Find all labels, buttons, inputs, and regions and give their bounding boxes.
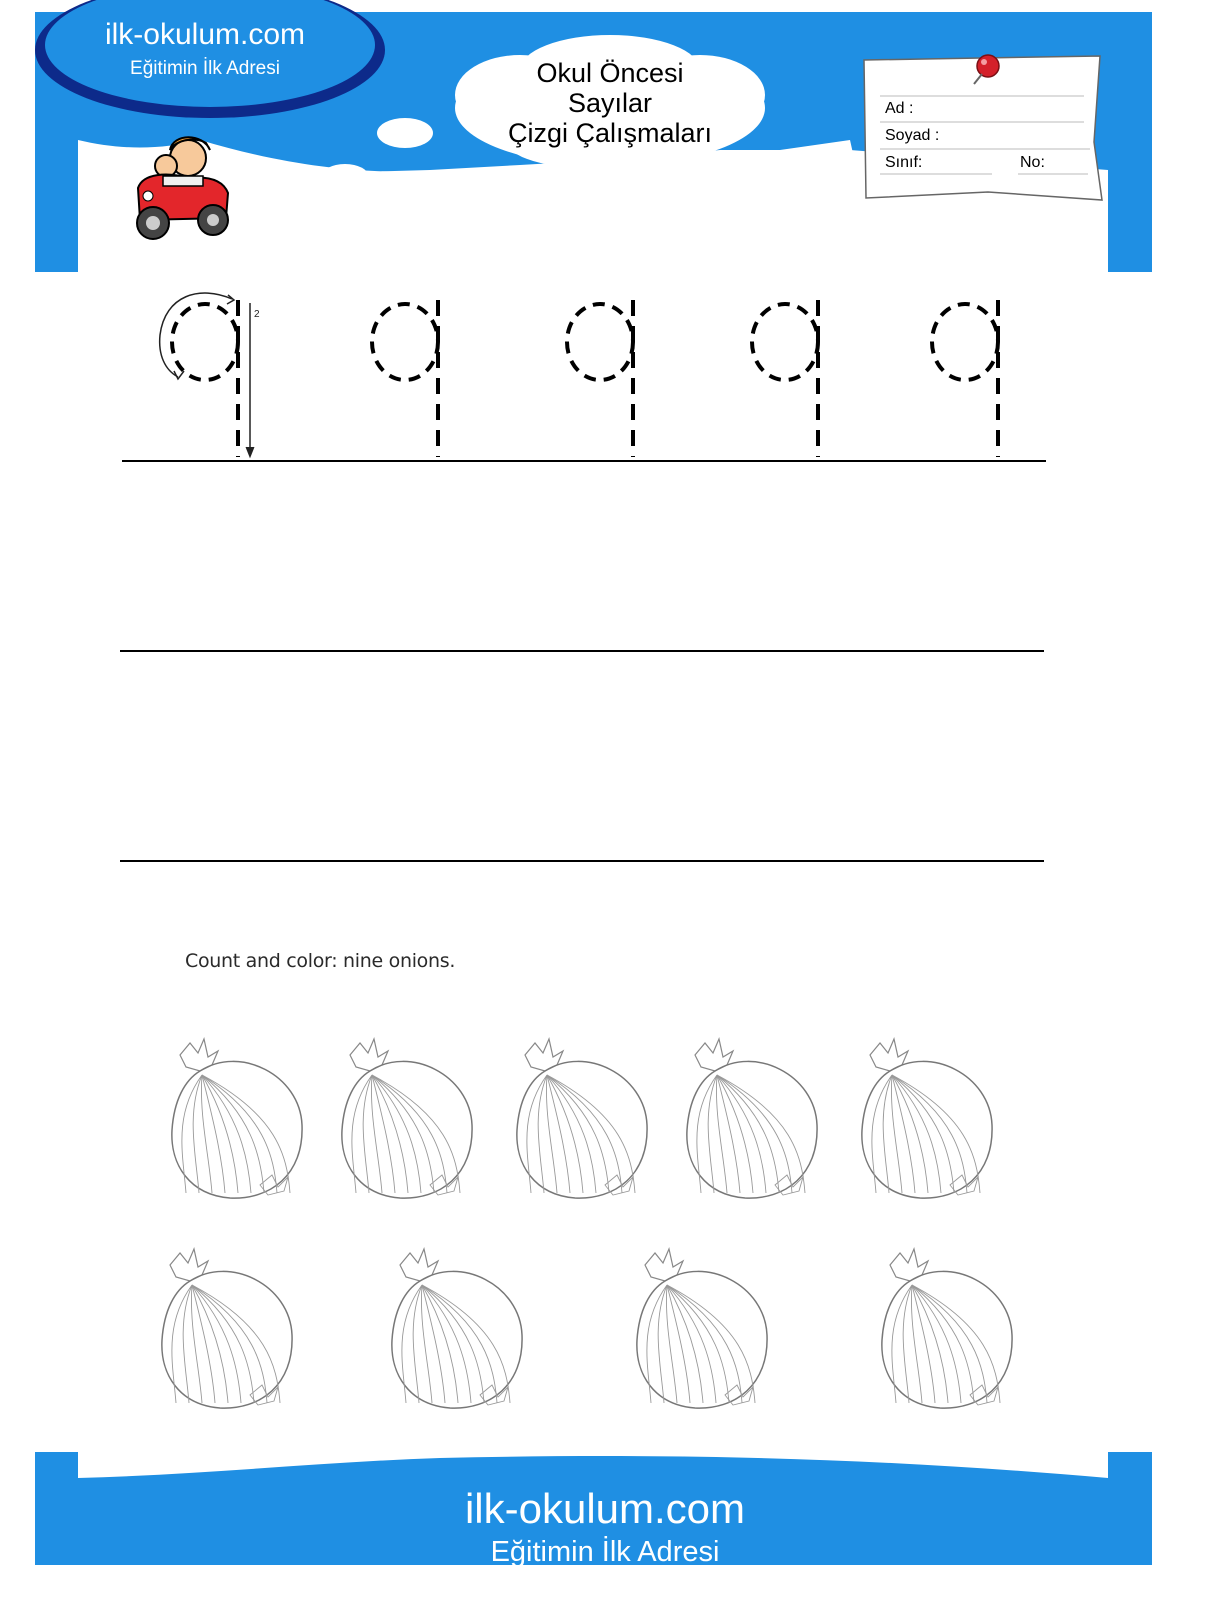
onion-icon — [150, 1245, 300, 1420]
tracing-glyph-nine — [932, 300, 998, 457]
site-tagline: Eğitimin İlk Adresi — [130, 58, 280, 79]
writing-line-2 — [120, 860, 1044, 862]
site-name: ilk-okulum.com — [104, 18, 306, 51]
onion-icon — [625, 1245, 775, 1420]
onion-icon — [850, 1035, 1000, 1210]
onion-icon — [380, 1245, 530, 1420]
surname-label: Soyad : — [885, 127, 940, 144]
number-label: No: — [1020, 154, 1045, 171]
class-label: Sınıf: — [885, 154, 923, 171]
onion-icon — [505, 1035, 655, 1210]
stroke-guide-label: 2 — [254, 309, 260, 320]
push-pin-icon — [968, 52, 1004, 88]
stroke-direction-arrow — [160, 293, 232, 377]
writing-line-1 — [120, 650, 1044, 652]
onion-icon — [870, 1245, 1020, 1420]
onion-icon — [160, 1035, 310, 1210]
title-line1: Okul Öncesi — [536, 58, 684, 88]
footer-site-tagline: Eğitimin İlk Adresi — [490, 1536, 720, 1568]
onion-icon — [675, 1035, 825, 1210]
title-line3: Çizgi Çalışmaları — [507, 118, 713, 148]
title-line2: Sayılar — [567, 88, 653, 118]
tracing-glyph-nine — [567, 300, 633, 457]
footer-site-name: ilk-okulum.com — [464, 1485, 746, 1532]
name-label: Ad : — [885, 100, 914, 117]
tracing-glyph-nine — [752, 300, 818, 457]
onion-icon — [330, 1035, 480, 1210]
tracing-row — [0, 285, 1212, 475]
tracing-baseline — [122, 460, 1046, 462]
exercise-instruction: Count and color: nine onions. — [185, 950, 456, 972]
tracing-glyph-nine — [172, 300, 238, 457]
tracing-glyph-nine — [372, 300, 438, 457]
car-cartoon-icon — [128, 128, 238, 246]
